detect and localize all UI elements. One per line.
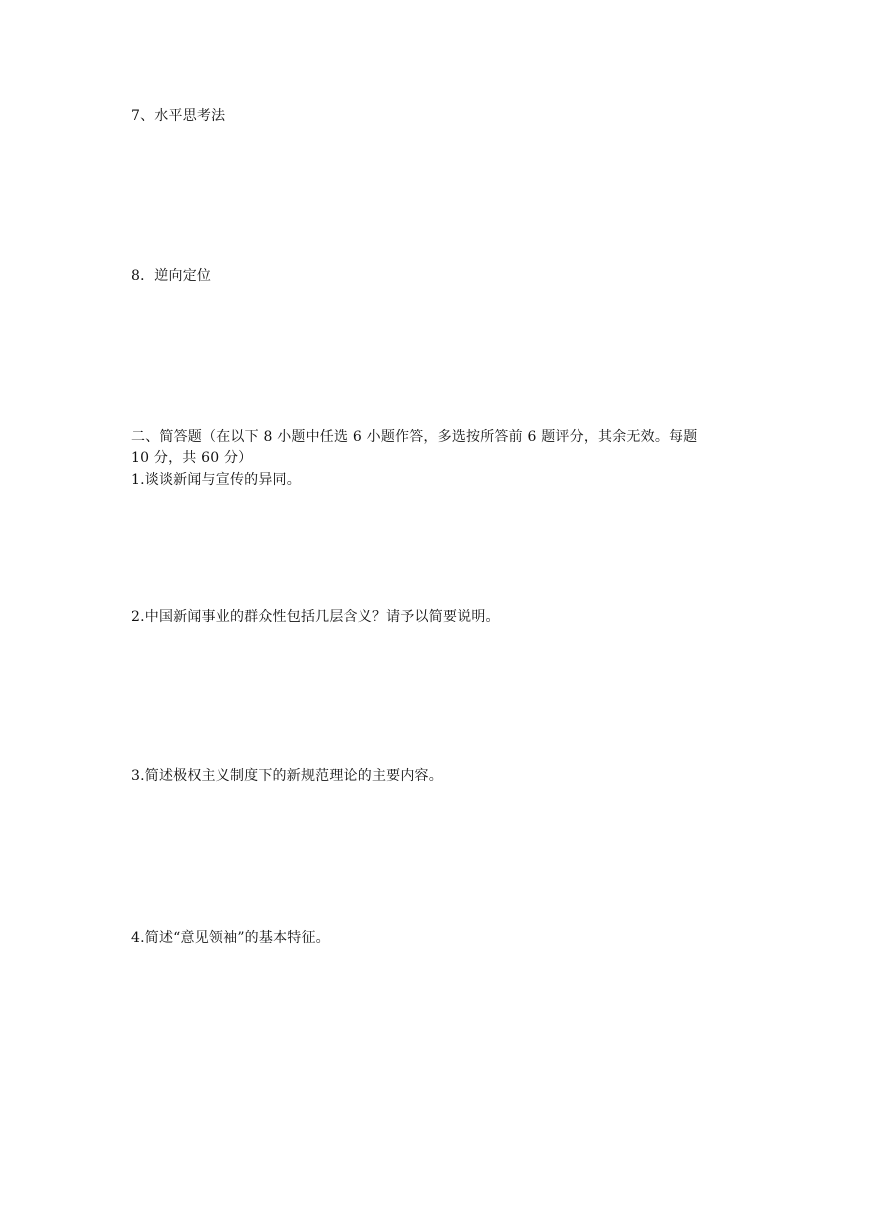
short-answer-question-2: 2.中国新闻事业的群众性包括几层含义？请予以简要说明。 bbox=[131, 609, 500, 625]
short-answer-question-3: 3.简述极权主义制度下的新规范理论的主要内容。 bbox=[131, 768, 443, 784]
question-7-term: 7、水平思考法 bbox=[131, 108, 226, 124]
short-answer-question-4: 4.简述“意见领袖”的基本特征。 bbox=[131, 930, 330, 946]
section-2-heading-line-1: 二、简答题（在以下 8 小题中任选 6 小题作答，多选按所答前 6 题评分，其余无效。每题 bbox=[131, 429, 698, 445]
short-answer-question-1: 1.谈谈新闻与宣传的异同。 bbox=[131, 472, 301, 488]
section-2-heading-line-2: 10 分，共 60 分） bbox=[131, 450, 253, 466]
question-8-term: 8．逆向定位 bbox=[131, 268, 212, 284]
